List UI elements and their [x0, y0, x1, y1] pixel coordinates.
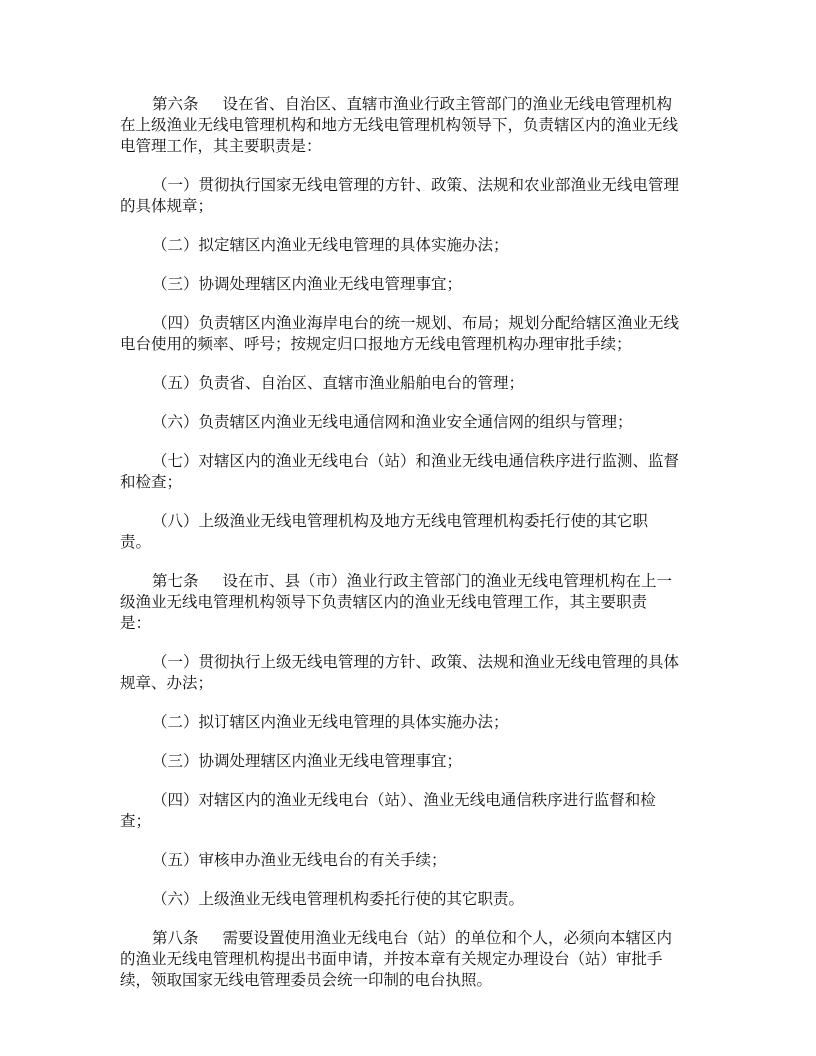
- text-line-content: 规章、办法；: [120, 674, 214, 692]
- list-item-paragraph: [120, 274, 710, 295]
- list-item-paragraph: [120, 751, 710, 772]
- text-line: [120, 373, 710, 394]
- text-line-content: （七）对辖区内的渔业无线电台（站）和渔业无线电通信秩序进行监测、监督: [152, 452, 680, 470]
- article-label: 第七条: [152, 572, 199, 590]
- text-line-content: （八）上级渔业无线电管理机构及地方无线电管理机构委托行使的其它职: [152, 512, 649, 530]
- article-paragraph: [120, 571, 710, 634]
- list-item-paragraph: [120, 451, 710, 493]
- list-item-paragraph: [120, 652, 710, 694]
- text-line: [120, 274, 710, 295]
- list-item-paragraph: [120, 235, 710, 256]
- text-line: [120, 673, 710, 694]
- text-line-content: 设在省、自治区、直辖市渔业行政主管部门的渔业无线电管理机构: [222, 95, 673, 113]
- list-item-paragraph: [120, 511, 710, 553]
- text-line: [120, 115, 710, 136]
- text-line: [120, 472, 710, 493]
- text-line: [120, 790, 710, 811]
- text-line: [120, 949, 710, 970]
- text-line-content: 查；: [120, 812, 152, 830]
- article-paragraph: [120, 94, 710, 157]
- list-item-paragraph: [120, 175, 710, 217]
- text-line: [120, 196, 710, 217]
- text-line-content: 的渔业无线电管理机构提出书面申请，并按本章有关规定办理设台（站）审批手: [120, 950, 663, 968]
- text-line: [120, 235, 710, 256]
- document-page: [120, 94, 710, 1009]
- text-line: [120, 532, 710, 553]
- article-paragraph: [120, 928, 710, 991]
- text-line-content: （二）拟定辖区内渔业无线电管理的具体实施办法；: [152, 236, 509, 254]
- list-item-paragraph: [120, 412, 710, 433]
- list-item-paragraph: [120, 712, 710, 733]
- text-line: [120, 334, 710, 355]
- text-line-content: 续，领取国家无线电管理委员会统一印制的电台执照。: [120, 971, 493, 989]
- text-line-content: 级渔业无线电管理机构领导下负责辖区内的渔业无线电管理工作，其主要职责: [120, 593, 648, 611]
- text-line-content: （一）贯彻执行上级无线电管理的方针、政策、法规和渔业无线电管理的具体: [152, 653, 680, 671]
- text-line-content: （五）负责省、自治区、直辖市渔业船舶电台的管理；: [152, 374, 525, 392]
- text-line-content: （六）负责辖区内渔业无线电通信网和渔业安全通信网的组织与管理；: [152, 413, 633, 431]
- article-label: 第八条: [152, 929, 199, 947]
- text-line: [120, 511, 710, 532]
- text-line: [120, 850, 710, 871]
- text-line: [120, 613, 710, 634]
- text-line: [120, 451, 710, 472]
- text-line: [120, 712, 710, 733]
- text-line-content: （二）拟订辖区内渔业无线电管理的具体实施办法；: [152, 713, 509, 731]
- list-item-paragraph: [120, 373, 710, 394]
- text-line-content: （一）贯彻执行国家无线电管理的方针、政策、法规和农业部渔业无线电管理: [152, 176, 680, 194]
- text-line-content: 电管理工作，其主要职责是：: [120, 137, 322, 155]
- text-line: [120, 94, 710, 115]
- text-line-content: （四）负责辖区内渔业海岸电台的统一规划、布局；规划分配给辖区渔业无线: [152, 314, 680, 332]
- text-line: [120, 652, 710, 673]
- text-line: [120, 175, 710, 196]
- text-line-content: 责。: [120, 533, 152, 551]
- text-line: [120, 571, 710, 592]
- text-line-content: 设在市、县（市）渔业行政主管部门的渔业无线电管理机构在上一: [222, 572, 673, 590]
- text-line: [120, 928, 710, 949]
- text-line: [120, 751, 710, 772]
- list-item-paragraph: [120, 790, 710, 832]
- text-line-content: 的具体规章；: [120, 197, 214, 215]
- text-line-content: 电台使用的频率、呼号；按规定归口报地方无线电管理机构办理审批手续；: [120, 335, 632, 353]
- text-line: [120, 811, 710, 832]
- text-line: [120, 136, 710, 157]
- text-line-content: （四）对辖区内的渔业无线电台（站）、渔业无线电通信秩序进行监督和检: [152, 791, 656, 809]
- list-item-paragraph: [120, 850, 710, 871]
- list-item-paragraph: [120, 313, 710, 355]
- article-label: 第六条: [152, 95, 199, 113]
- text-line: [120, 970, 710, 991]
- text-line-content: 和检查；: [120, 473, 183, 491]
- text-line: [120, 313, 710, 334]
- text-line-content: （三）协调处理辖区内渔业无线电管理事宜；: [152, 752, 463, 770]
- text-line-content: 需要设置使用渔业无线电台（站）的单位和个人，必须向本辖区内: [222, 929, 673, 947]
- text-line-content: （六）上级渔业无线电管理机构委托行使的其它职责。: [152, 890, 525, 908]
- text-line: [120, 412, 710, 433]
- text-line-content: （五）审核申办渔业无线电台的有关手续；: [152, 851, 447, 869]
- text-line-content: （三）协调处理辖区内渔业无线电管理事宜；: [152, 275, 463, 293]
- text-line: [120, 889, 710, 910]
- text-line: [120, 592, 710, 613]
- text-line-content: 在上级渔业无线电管理机构和地方无线电管理机构领导下，负责辖区内的渔业无线: [120, 116, 679, 134]
- text-line-content: 是：: [120, 614, 152, 632]
- list-item-paragraph: [120, 889, 710, 910]
